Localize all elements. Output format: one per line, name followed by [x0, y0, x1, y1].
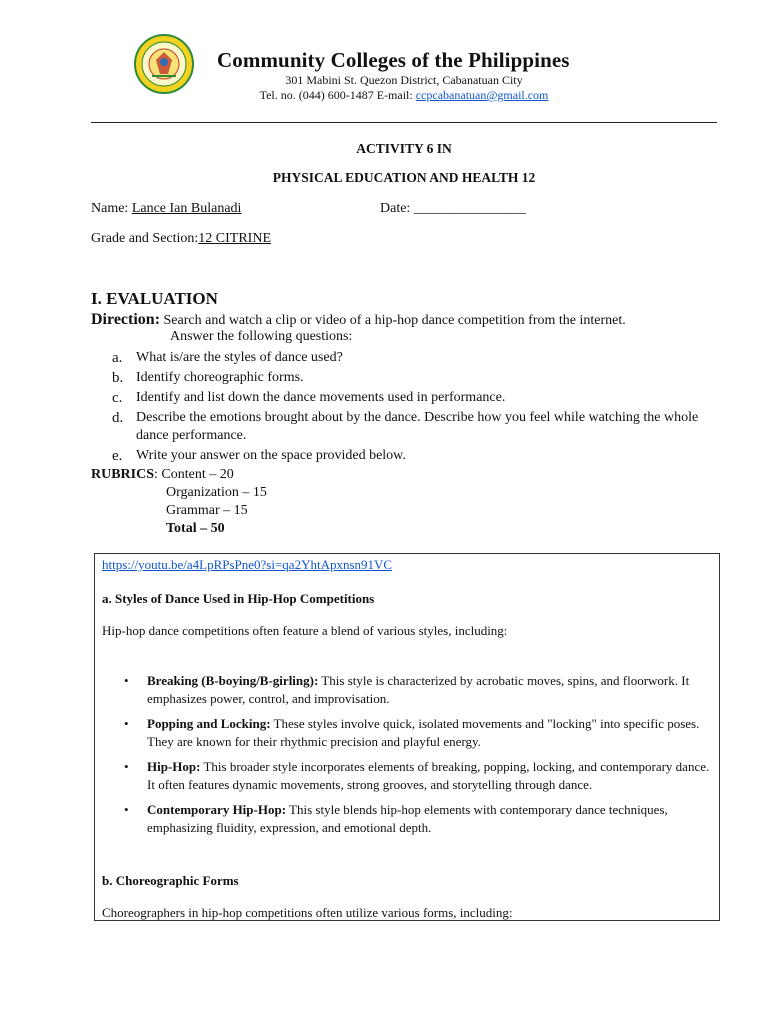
list-item [112, 389, 712, 407]
date-label: Date: [380, 201, 414, 216]
question-letter: d. [112, 410, 124, 426]
header-divider [91, 122, 717, 123]
evaluation-heading: I. EVALUATION [91, 289, 218, 308]
school-address: 301 Mabini St. Quezon District, Cabanatuan City [285, 73, 523, 87]
subject-title: PHYSICAL EDUCATION AND HEALTH 12 [272, 170, 536, 185]
direction-label: Direction: [91, 311, 161, 328]
list-item [112, 447, 712, 465]
question-letter: e. [112, 448, 123, 464]
rubric-grammar: Grammar – 15 [166, 503, 248, 518]
style-text: This broader style incorporates elements of breaking, popping, locking, and contemporary dance. It often features dynamic movements, strong grooves, and storytelling through dance. [147, 759, 710, 792]
section-value: 12 CITRINE [198, 231, 272, 246]
heading-choreographic-forms: b. Choreographic Forms [102, 873, 239, 888]
name-value: Lance Ian Bulanadi [131, 201, 242, 216]
rubric-content: : Content – 20 [154, 467, 234, 482]
question-text: Describe the emotions brought about by the dance. Describe how you feel while watching the whole dance performance. [136, 410, 699, 443]
email-link[interactable]: ccpcabanatuan@gmail.com [415, 88, 549, 102]
question-text: What is/are the styles of dance used? [136, 350, 343, 365]
question-letter: a. [112, 350, 123, 366]
direction-block [91, 311, 711, 345]
bullet-icon: • [124, 759, 129, 774]
direction-text-continued: Answer the following questions: [170, 329, 353, 344]
style-name: Hip-Hop: [147, 759, 201, 774]
telephone-text: Tel. no. (044) 600-1487 E-mail: [259, 88, 416, 102]
style-text: These styles involve quick, isolated movements and "locking" into specific poses. They are known for their rhythmic precision and playful energy. [147, 716, 700, 749]
question-text: Write your answer on the space provided below. [136, 448, 406, 463]
intro-choreographic-forms: Choreographers in hip-hop competitions often utilize various forms, including: [102, 905, 513, 920]
section-label: Grade and Section: [91, 231, 199, 246]
bullet-icon: • [124, 673, 129, 688]
activity-title: ACTIVITY 6 IN [356, 141, 452, 156]
list-item [112, 409, 712, 445]
question-list [112, 349, 712, 467]
answer-box [94, 553, 720, 921]
style-name: Popping and Locking: [147, 716, 271, 731]
bullet-icon: • [124, 802, 129, 817]
document-header [0, 0, 768, 124]
rubric-organization: Organization – 15 [166, 485, 267, 500]
style-name: Breaking (B-boying/B-girling): [147, 673, 319, 688]
list-item [121, 758, 713, 794]
direction-text: Search and watch a clip or video of a hip-hop dance competition from the internet. [160, 313, 626, 328]
rubrics-label: RUBRICS [91, 467, 155, 482]
question-letter: b. [112, 370, 124, 386]
list-item [121, 801, 713, 837]
question-letter: c. [112, 390, 123, 406]
question-text: Identify choreographic forms. [136, 370, 304, 385]
name-label: Name: [91, 201, 132, 216]
name-row [91, 201, 241, 217]
list-item [112, 369, 712, 387]
rubrics-block [91, 466, 267, 538]
section-row [91, 231, 271, 247]
date-value: ________________ [413, 201, 526, 216]
bullet-icon: • [124, 716, 129, 731]
list-item [121, 715, 713, 751]
date-row [380, 201, 526, 217]
heading-styles: a. Styles of Dance Used in Hip-Hop Competitions [102, 591, 375, 606]
style-text: This style is characterized by acrobatic moves, spins, and floorwork. It emphasizes power, control, and improvisation. [147, 673, 690, 706]
rubric-total: Total – 50 [166, 521, 225, 536]
school-name: Community Colleges of the Philippines [217, 48, 570, 72]
school-contact [0, 88, 768, 103]
rubric-content-row [91, 466, 267, 484]
style-text: This style blends hip-hop elements with contemporary dance techniques, emphasizing fluidity, expression, and emotional depth. [147, 802, 668, 835]
list-item [121, 672, 713, 708]
styles-list [121, 672, 713, 844]
video-link[interactable]: https://youtu.be/a4LpRPsPne0?si=qa2YhtApxnsn91VC [102, 557, 393, 572]
intro-styles: Hip-hop dance competitions often feature a blend of various styles, including: [102, 623, 508, 638]
style-name: Contemporary Hip-Hop: [147, 802, 287, 817]
list-item [112, 349, 712, 367]
question-text: Identify and list down the dance movements used in performance. [136, 390, 506, 405]
